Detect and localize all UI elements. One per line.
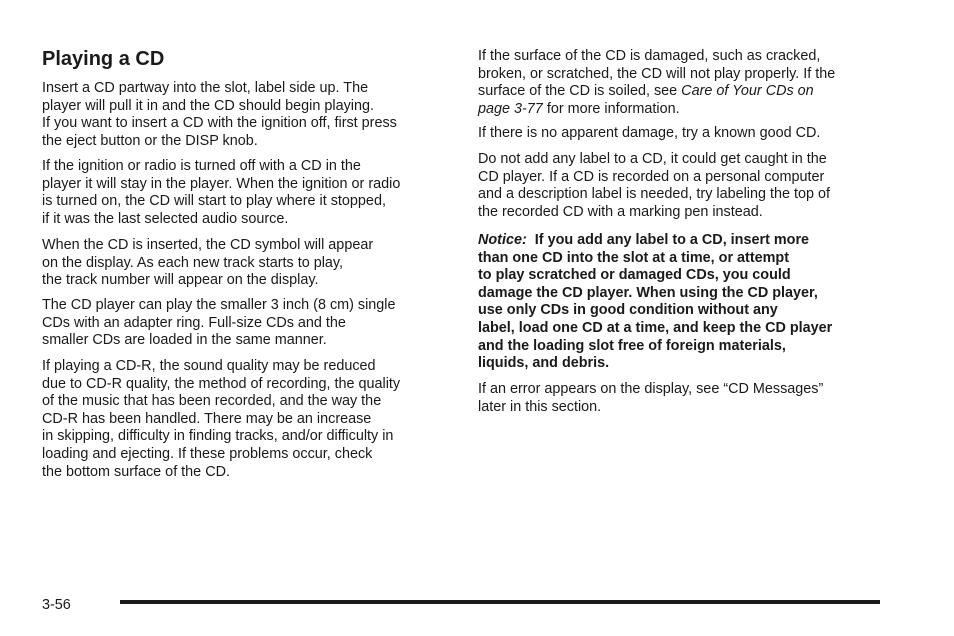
text-line: the eject button or the DISP knob. — [42, 132, 258, 149]
paragraph-damaged-surface — [478, 48, 888, 118]
text-line: the bottom surface of the CD. — [42, 463, 230, 480]
paragraph-cd-symbol — [42, 237, 452, 290]
text-line: smaller CDs are loaded in the same manner. — [42, 332, 327, 349]
paragraph-small-cds — [42, 297, 452, 350]
text-line: if it was the last selected audio source. — [42, 210, 289, 227]
text-line: CD-R has been handled. There may be an increase — [42, 410, 372, 427]
text-line: Do not add any label to a CD, it could get caught in the — [478, 151, 827, 167]
text-line: use only CDs in good condition without any — [478, 302, 778, 319]
text-line: If you want to insert a CD with the ignition off, first press — [42, 115, 397, 132]
text-line: of the music that has been recorded, and the way the — [42, 393, 382, 410]
text-line: on the display. As each new track starts to play, — [42, 254, 344, 271]
page-reference-link[interactable]: page 3-77 — [478, 100, 543, 117]
text-line: the recorded CD with a marking pen instead. — [478, 203, 763, 220]
text-line: player it will stay in the player. When the ignition or radio — [42, 175, 401, 192]
text-line: loading and ejecting. If these problems occur, check — [42, 445, 373, 462]
text-fragment: surface of the CD is soiled, see — [478, 83, 682, 100]
paragraph-cd-r — [42, 358, 452, 481]
text-fragment: for more information. — [542, 100, 680, 117]
text-line: and the loading slot free of foreign materials, — [478, 337, 786, 354]
text-line: and a description label is needed, try labeling the top of — [478, 186, 831, 203]
text-line: CDs with an adapter ring. Full-size CDs and the — [42, 314, 346, 331]
text-line: player will pull it in and the CD should begin playing. — [42, 97, 374, 114]
text-line: damage the CD player. When using the CD player, — [478, 284, 818, 301]
paragraph-no-label — [478, 151, 888, 221]
text-line: If playing a CD-R, the sound quality may be reduced — [42, 358, 376, 374]
text-line: broken, or scratched, the CD will not play properly. If the — [478, 65, 836, 82]
notice-block — [478, 232, 888, 373]
text-line — [478, 83, 888, 101]
text-line — [478, 232, 888, 250]
text-line: If the surface of the CD is damaged, such as cracked, — [478, 48, 821, 64]
text-line: later in this section. — [478, 398, 602, 415]
text-line: due to CD-R quality, the method of recording, the quality — [42, 375, 401, 392]
text-line: liquids, and debris. — [478, 355, 610, 372]
text-line: If there is no apparent damage, try a known good CD. — [478, 125, 821, 141]
cross-reference-link[interactable]: Care of Your CDs on — [681, 83, 814, 100]
text-fragment: If you add any label to a CD, insert more — [534, 232, 810, 248]
page-title: Playing a CD — [42, 48, 165, 70]
text-line: Insert a CD partway into the slot, label side up. The — [42, 80, 369, 96]
text-line: than one CD into the slot at a time, or attempt — [478, 249, 790, 266]
text-line: in skipping, difficulty in finding tracks, and/or difficulty in — [42, 428, 394, 445]
text-line — [478, 101, 888, 119]
paragraph-no-damage — [478, 125, 888, 143]
paragraph-ignition-off — [42, 158, 452, 228]
text-line: the track number will appear on the display. — [42, 272, 319, 289]
text-line: to play scratched or damaged CDs, you could — [478, 267, 791, 284]
text-line: If the ignition or radio is turned off with a CD in the — [42, 158, 361, 174]
text-line: CD player. If a CD is recorded on a personal computer — [478, 168, 825, 185]
text-line: The CD player can play the smaller 3 inch (8 cm) single — [42, 297, 396, 313]
page-number: 3-56 — [42, 597, 71, 613]
text-line: If an error appears on the display, see “CD Messages” — [478, 381, 824, 397]
text-line: is turned on, the CD will start to play where it stopped, — [42, 193, 386, 210]
text-line: When the CD is inserted, the CD symbol will appear — [42, 237, 374, 253]
text-line: label, load one CD at a time, and keep the CD player — [478, 319, 833, 336]
paragraph-insert-cd — [42, 80, 452, 150]
paragraph-error-display — [478, 381, 888, 416]
footer-rule — [120, 600, 880, 604]
notice-label: Notice: — [478, 232, 527, 248]
